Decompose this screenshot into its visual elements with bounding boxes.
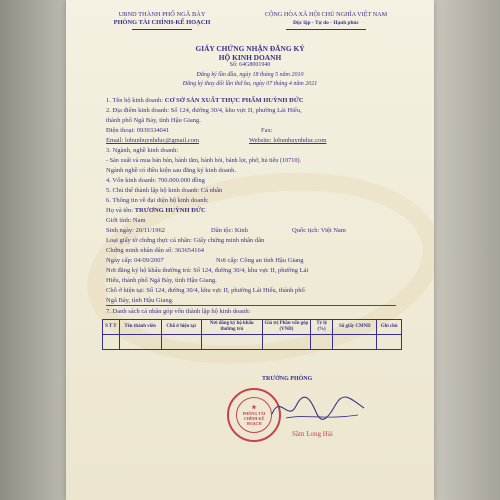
id-issue-place-field: Nơi cấp: Công an tỉnh Hậu Giang bbox=[216, 257, 304, 264]
industry-item: - Sản xuất và mua bán bún, bánh tằm, bánh hỏi, bánh lọt, phở, hủ tiếu (10710). bbox=[106, 157, 302, 164]
id-type-field: Loại giấy tờ chứng thực cá nhân: Giấy chứng minh nhân dân bbox=[106, 237, 265, 244]
phone-field: Điện thoại: 0939334041 bbox=[106, 127, 170, 134]
permanent-address-line2: Hiếu, thành phố Ngã Bảy, tỉnh Hậu Giang. bbox=[106, 277, 217, 284]
representative-name-value: TRƯƠNG HUỲNH ĐỨC bbox=[134, 207, 206, 214]
national-motto: Độc lập - Tự do - Hạnh phúc bbox=[293, 20, 359, 27]
address-line1: 2. Địa điểm kinh doanh: Số 124, đường 30/4, khu vực II, phường Lái Hiếu, bbox=[106, 107, 302, 114]
representative-name-row bbox=[106, 207, 206, 214]
address-line2: thành phố Ngã Bảy, tỉnh Hậu Giang. bbox=[106, 117, 201, 124]
document-title-line2: HỘ KINH DOANH bbox=[218, 53, 282, 62]
signature-title: TRƯỞNG PHÒNG bbox=[262, 376, 313, 382]
id-number-field: Chứng minh nhân dân số: 363654164 bbox=[106, 247, 204, 254]
signer-name: Sầm Long Hải bbox=[292, 430, 333, 438]
founder-type-field: 5. Chủ thể thành lập hộ kinh doanh: Cá nhân bbox=[106, 187, 223, 194]
change-registration: Đăng ký thay đổi lần thứ ba, ngày 07 tháng 4 năm 2021 bbox=[182, 81, 318, 87]
motto-underline bbox=[286, 29, 366, 30]
national-title: CỘNG HÒA XÃ HỘI CHỦ NGHĨA VIỆT NAM bbox=[264, 11, 388, 18]
business-name-value: CƠ SỞ SẢN XUẤT THỰC PHẨM HUỲNH ĐỨC bbox=[164, 97, 304, 104]
certificate-paper bbox=[66, 0, 434, 500]
id-issue-date-field: Ngày cấp: 04/09/2007 bbox=[106, 257, 164, 264]
table-header-row bbox=[103, 320, 402, 335]
table-row bbox=[103, 335, 402, 350]
table-header-cell: Nơi đăng ký hộ khẩu thường trú bbox=[201, 320, 262, 335]
table-header-cell: Ghi chú bbox=[377, 320, 402, 335]
business-name-label: 1. Tên hộ kinh doanh: bbox=[106, 97, 165, 104]
capital-contributors-heading: 7. Danh sách cá nhân góp vốn thành lập hộ kinh doanh: bbox=[106, 308, 251, 315]
gender-field: Giới tính: Nam bbox=[106, 217, 146, 224]
issuer-underline bbox=[132, 29, 192, 30]
table-header-cell: Tên thành viên bbox=[119, 320, 161, 335]
table-header-cell: Số giấy CMND bbox=[333, 320, 377, 335]
capital-contributors-table bbox=[102, 319, 402, 350]
table-header-cell: Chỗ ở hiện tại bbox=[161, 320, 201, 335]
seal-text: PHÒNG TÀI CHÍNH KẾ HOẠCH bbox=[242, 410, 266, 426]
section-divider bbox=[106, 305, 396, 306]
email-field: Email: lobunhuynhduc@gmail.com bbox=[106, 137, 199, 144]
representative-heading: 6. Thông tin về đại diện hộ kinh doanh: bbox=[106, 197, 209, 204]
certificate-number: Số: 64G8001940 bbox=[229, 62, 271, 68]
table-header-cell: Giá trị Phần vốn góp (VNĐ) bbox=[262, 320, 310, 335]
seal-star-icon: ★ bbox=[251, 404, 257, 411]
table-header-cell: S T T bbox=[103, 320, 120, 335]
nationality-field: Quốc tịch: Việt Nam bbox=[292, 227, 346, 234]
capital-field: 4. Vốn kinh doanh: 700.000.000 đồng bbox=[106, 177, 205, 184]
signature-scribble bbox=[266, 388, 376, 426]
dob-field: Sinh ngày: 20/11/1962 bbox=[106, 227, 165, 234]
table-header-cell: Tỷ lệ (%) bbox=[310, 320, 333, 335]
first-registration: Đăng ký lần đầu, ngày 18 tháng 5 năm 2010 bbox=[196, 72, 304, 78]
business-name-row bbox=[106, 97, 304, 104]
ethnicity-field: Dân tộc: Kinh bbox=[211, 227, 248, 234]
fax-field: Fax: bbox=[261, 127, 273, 134]
industry-note: Ngành nghề có điều kiện sau đăng ký kinh doanh. bbox=[106, 167, 236, 174]
current-address-line1: Chỗ ở hiện tại: Số 124, đường 30/4, khu vực II, phường Lái Hiếu, thành phố bbox=[106, 287, 305, 294]
issuer-line2: PHÒNG TÀI CHÍNH-KẾ HOẠCH bbox=[113, 19, 211, 27]
website-field: Website: lobunhuynhduc.com bbox=[249, 137, 327, 144]
current-address-line2: Ngã Bảy, tỉnh Hậu Giang. bbox=[106, 297, 174, 304]
permanent-address-line1: Nơi đăng ký hộ khẩu thường trú: Số 124, đường 30/4, khu vực II, phường Lái bbox=[106, 267, 309, 274]
issuer-line1: UBND THÀNH PHỐ NGÃ BẢY bbox=[118, 11, 206, 18]
national-header bbox=[231, 11, 421, 30]
document-title-line1: GIẤY CHỨNG NHẬN ĐĂNG KÝ bbox=[195, 44, 305, 53]
background-right bbox=[434, 0, 500, 500]
background-left bbox=[0, 0, 66, 500]
representative-name-label: Họ và tên: bbox=[106, 207, 135, 214]
issuer-header bbox=[92, 11, 232, 30]
industry-heading: 3. Ngành, nghề kinh doanh: bbox=[106, 147, 179, 154]
